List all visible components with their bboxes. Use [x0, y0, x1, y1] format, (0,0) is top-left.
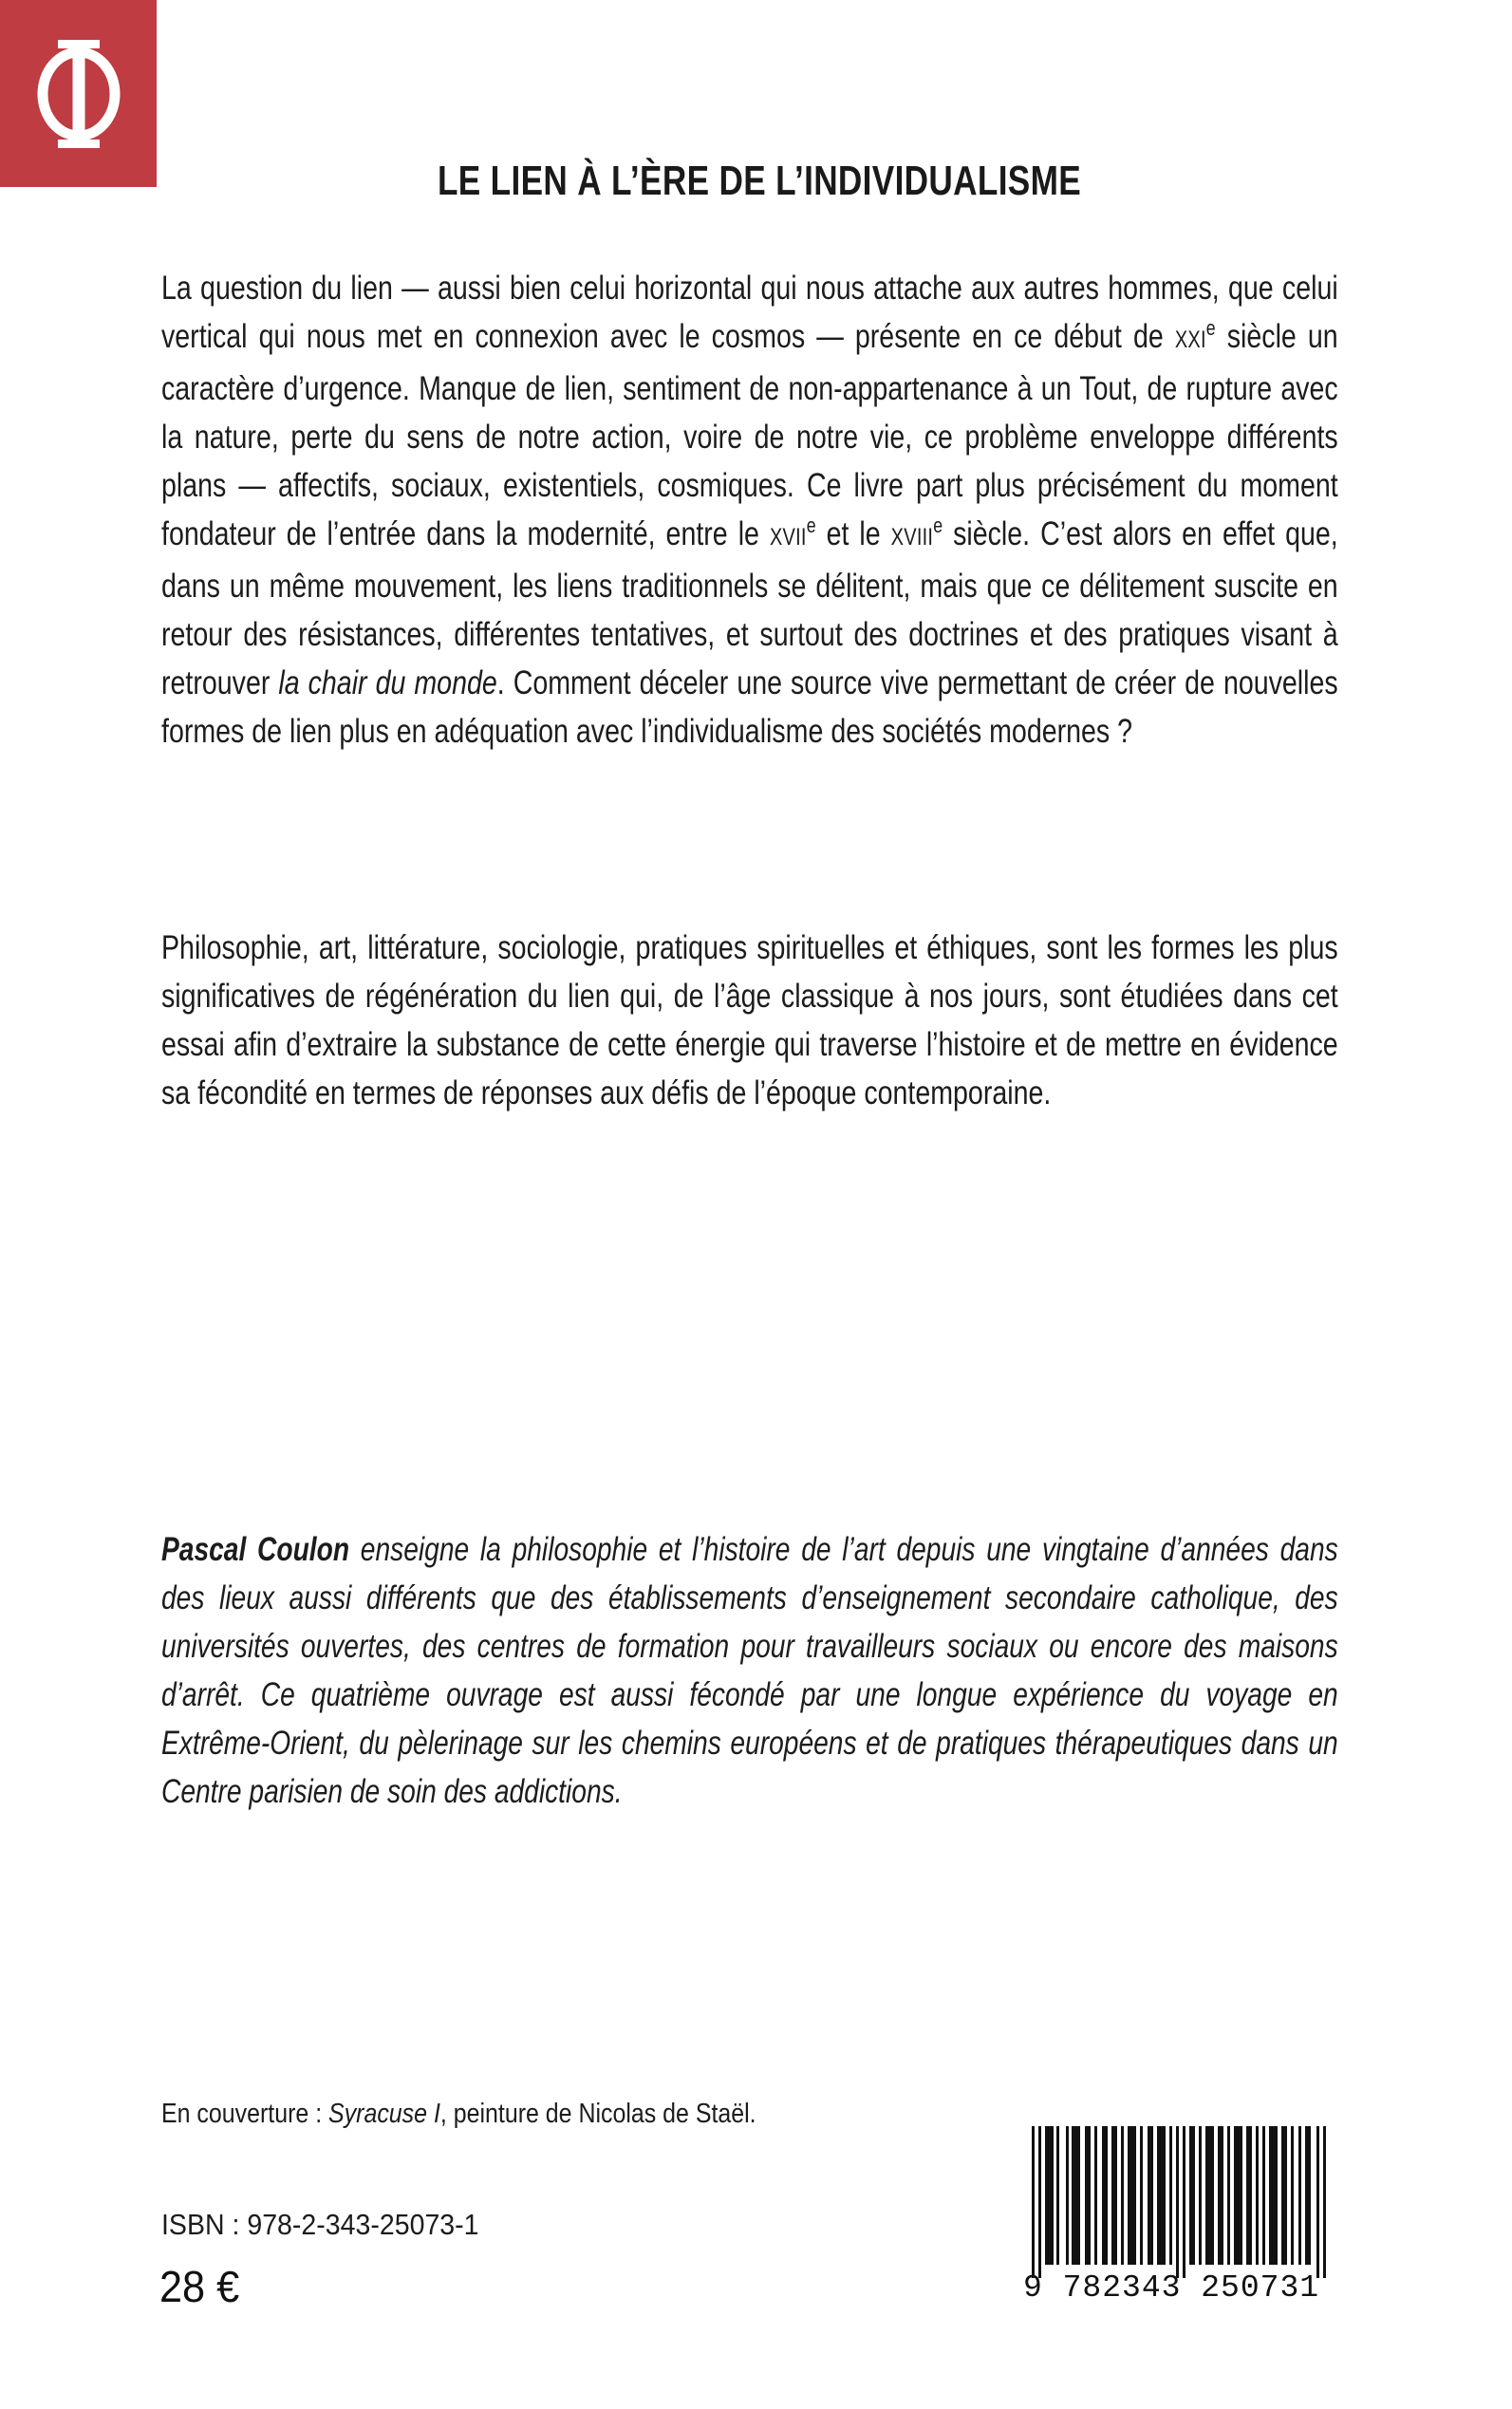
para1-segment-3: et le	[815, 514, 891, 552]
para1-segment-2: siècle un caractère d’urgence. Manque de lien, sentiment de non-appartenance à un Tout, de rupture avec la nature, perte du sens de notre action, voire de notre vie, ce problème enveloppe différents plans — affectifs, sociaux, existentiels, cosmiques. Ce livre part plus précisément du moment fondateur de l’entrée dans la modernité, entre le	[161, 317, 1338, 552]
ean13-barcode	[1030, 2126, 1334, 2278]
century-21-suffix: e	[1205, 316, 1216, 341]
cover-credit	[161, 2099, 756, 2130]
para1-segment-4: siècle. C’est alors en effet que, dans un même mouvement, les liens traditionnels se délitent, mais que ce délitement suscite en retour des résistances, différentes tentatives, et surtout des doctrines et des pratiques visant à retrouver	[161, 514, 1338, 701]
century-21-roman: XXI	[1174, 327, 1206, 353]
price-label: 28 €	[159, 2262, 240, 2311]
cover-credit-prefix: En couverture :	[161, 2099, 329, 2129]
century-17-roman: XVII	[769, 525, 807, 551]
century-17-suffix: e	[806, 514, 816, 538]
century-18-suffix: e	[933, 514, 943, 538]
author-biography	[161, 1525, 1338, 1816]
barcode-digits: 9 782343 250731	[1023, 2270, 1320, 2306]
page-title: LE LIEN À L’ÈRE DE L’INDIVIDUALISME	[437, 158, 1082, 205]
isbn-line: ISBN : 978-2-343-25073-1	[161, 2208, 479, 2241]
cover-credit-suffix: , peinture de Nicolas de Staël.	[439, 2099, 756, 2129]
cover-credit-artwork-title: Syracuse I	[328, 2099, 440, 2129]
phi-logo-icon	[0, 0, 157, 187]
para1-italic-phrase: la chair du monde	[278, 663, 497, 701]
description-paragraph-1	[161, 264, 1338, 756]
para1-segment-5: . Comment déceler une source vive permettant de créer de nouvelles formes de lien plus en adéquation avec l’individualisme des sociétés modernes ?	[161, 663, 1338, 750]
para1-segment-1: La question du lien — aussi bien celui horizontal qui nous attache aux autres hommes, que celui vertical qui nous met en connexion avec le cosmos — présente en ce début de	[161, 269, 1338, 355]
description-paragraph-2	[161, 924, 1338, 1117]
century-18-roman: XVIII	[890, 525, 934, 551]
author-bio-text: enseigne la philosophie et l’histoire de l’art depuis une vingtaine d’années dans des lieux aussi différents que des établissements d’enseignement secondaire catholique, des universités ouvertes, des centres de formation pour travailleurs sociaux ou encore des maisons d’arrêt. Ce quatrième ouvrage est aussi fécondé par une longue expérience du voyage en Extrême-Orient, du pèlerinage sur les chemins européens et de pratiques thérapeutiques dans un Centre parisien de soin des addictions.	[161, 1531, 1338, 1810]
author-name: Pascal Coulon	[161, 1531, 350, 1568]
para2-text: Philosophie, art, littérature, sociologie, pratiques spirituelles et éthiques, sont les formes les plus significatives de régénération du lien qui, de l’âge classique à nos jours, sont étudiées dans cet essai afin d’extraire la substance de cette énergie qui traverse l’histoire et de mettre en évidence sa fécondité en termes de réponses aux défis de l’époque contemporaine.	[161, 928, 1338, 1111]
publisher-logo-block	[0, 0, 157, 187]
